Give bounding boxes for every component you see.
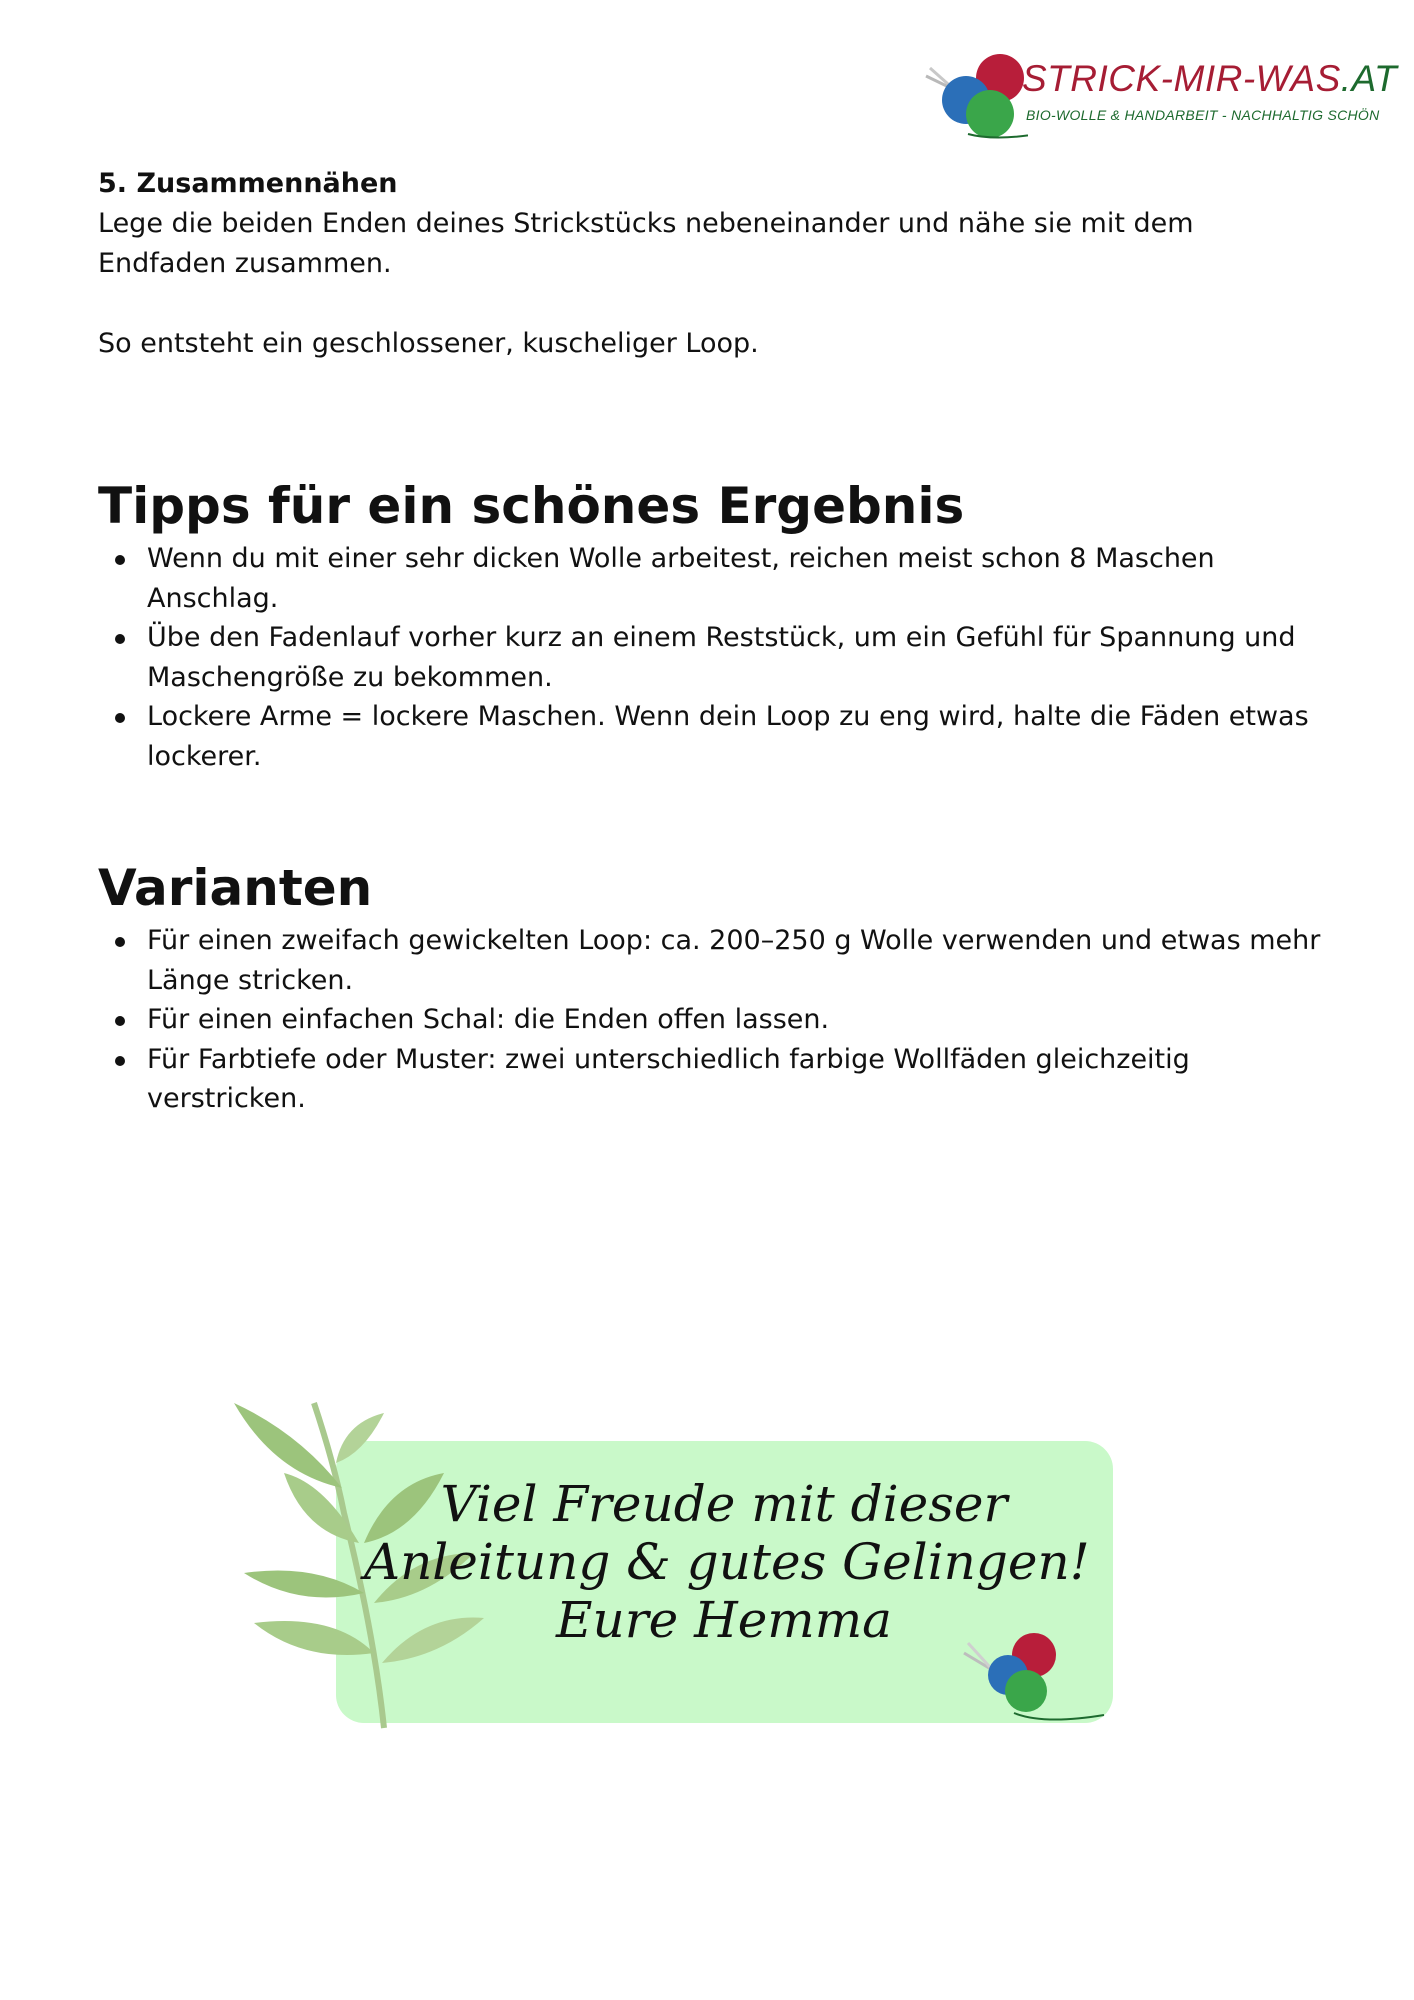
variants-list xyxy=(98,921,1328,1119)
step-result: So entsteht ein geschlossener, kuscheliger Loop. xyxy=(98,328,759,359)
list-item: Lockere Arme = lockere Maschen. Wenn dein Loop zu eng wird, halte die Fäden etwas lockerer. xyxy=(98,697,1328,776)
closing-message xyxy=(364,1475,1090,1649)
closing-signature: Eure Hemma xyxy=(556,1591,892,1649)
bullet-icon xyxy=(115,634,125,644)
closing-line-1: Viel Freude mit dieser xyxy=(440,1475,1008,1533)
bullet-icon xyxy=(115,555,125,565)
closing-banner xyxy=(224,1393,1124,1743)
variants-heading: Varianten xyxy=(98,859,373,917)
logo-title: STRICK-MIR-WAS.AT xyxy=(1022,58,1398,99)
step-text: Lege die beiden Enden deines Strickstücks nebeneinander und nähe sie mit dem Endfaden zusammen. xyxy=(98,208,1194,279)
document-body xyxy=(98,164,1328,1119)
tips-list xyxy=(98,539,1328,776)
step-heading: 5. Zusammennähen xyxy=(98,168,398,199)
logo-tagline: BIO-WOLLE & HANDARBEIT - NACHHALTIG SCHÖN xyxy=(1026,107,1380,123)
yarn-balls-icon xyxy=(918,50,1028,146)
tips-heading: Tipps für ein schönes Ergebnis xyxy=(98,477,965,535)
list-item: Für einen zweifach gewickelten Loop: ca. 200–250 g Wolle verwenden und etwas mehr Länge stricken. xyxy=(98,921,1328,1000)
bullet-icon xyxy=(115,713,125,723)
list-item: Für einen einfachen Schal: die Enden offen lassen. xyxy=(98,1000,1328,1040)
list-item: Übe den Fadenlauf vorher kurz an einem Reststück, um ein Gefühl für Spannung und Maschengröße zu bekommen. xyxy=(98,618,1328,697)
list-item: Wenn du mit einer sehr dicken Wolle arbeitest, reichen meist schon 8 Maschen Anschlag. xyxy=(98,539,1328,618)
bullet-icon xyxy=(115,1056,125,1066)
bullet-icon xyxy=(115,937,125,947)
bullet-icon xyxy=(115,1016,125,1026)
list-item: Für Farbtiefe oder Muster: zwei unterschiedlich farbige Wollfäden gleichzeitig verstricken. xyxy=(98,1040,1328,1119)
closing-line-2: Anleitung & gutes Gelingen! xyxy=(364,1533,1090,1591)
brand-logo xyxy=(918,50,1398,146)
